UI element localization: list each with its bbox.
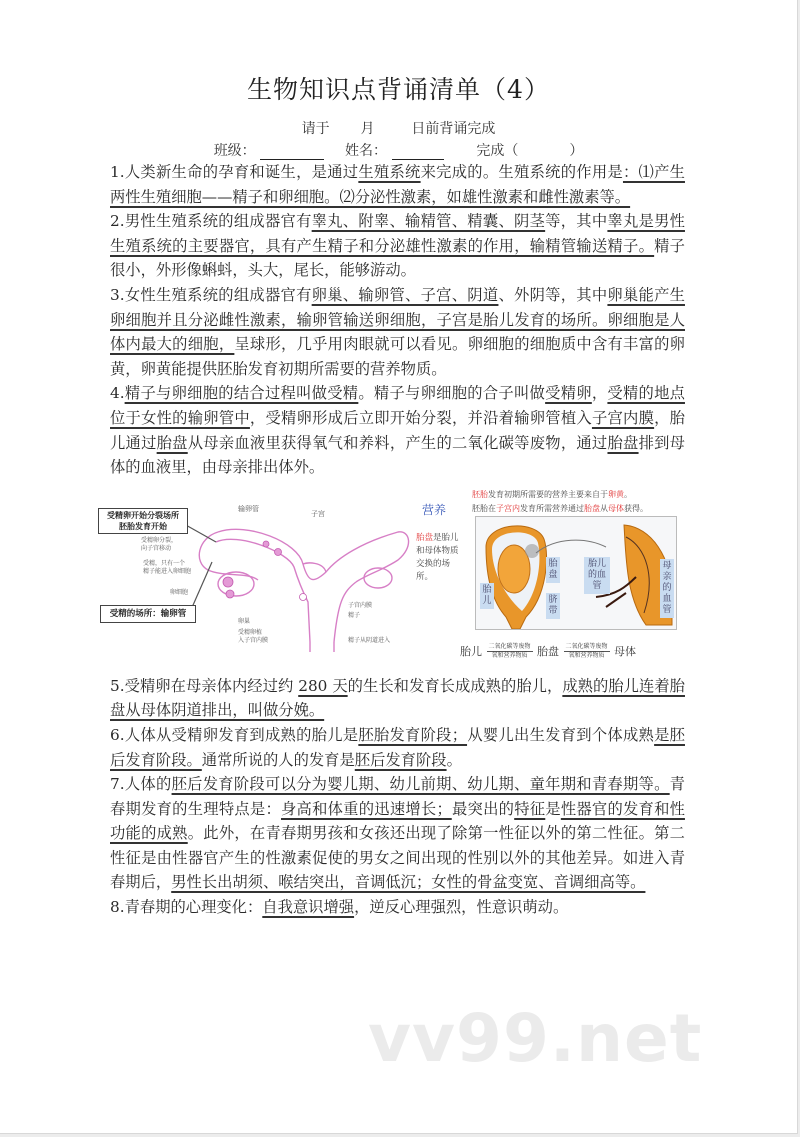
class-label: 班级： bbox=[213, 143, 256, 159]
label-sperm-enter: 精子从阴道进入 bbox=[348, 636, 391, 644]
highlight-term: 胎盘 bbox=[584, 503, 600, 513]
text-segment: 1.人类新生命的孕育和诞生，是通过 bbox=[110, 163, 359, 181]
text-segment: 来完成的。生殖系统的作用是 bbox=[420, 163, 623, 181]
formula-up: 二氧化碳等废物 bbox=[565, 643, 608, 651]
label-sperm: 精子 bbox=[348, 611, 361, 619]
label-line: 入子宫内膜 bbox=[238, 636, 269, 644]
text-segment: 发育所需营养通过 bbox=[520, 503, 584, 513]
callout-line: 受精卵开始分裂场所 bbox=[107, 510, 179, 520]
label-endometrium: 子宫内膜 bbox=[348, 601, 373, 609]
tag-cord: 脐带 bbox=[546, 593, 560, 619]
exchange-formula bbox=[460, 640, 636, 665]
text-segment: 最突出的 bbox=[451, 799, 515, 818]
text-segment: 发育初期所需要的营养主要来自于 bbox=[488, 489, 608, 499]
underlined-key-point: 胚胎发育阶段； bbox=[358, 725, 468, 744]
placenta-side-note bbox=[416, 532, 466, 584]
item-6 bbox=[110, 723, 685, 772]
text-segment: 5.受精卵在母亲体内经过约 bbox=[110, 676, 299, 695]
nutrition-line-1 bbox=[472, 490, 632, 500]
label-line: 受精，只有一个 bbox=[143, 559, 186, 567]
class-field[interactable] bbox=[260, 145, 324, 160]
label-follicle: 卵细胞 bbox=[170, 588, 189, 596]
label-uterus: 子宫 bbox=[311, 509, 325, 518]
formula-arrow-1 bbox=[487, 643, 533, 660]
placenta-diagram bbox=[416, 488, 705, 663]
zygote-divide-callout bbox=[98, 508, 188, 534]
name-field[interactable] bbox=[392, 145, 444, 160]
item-5 bbox=[110, 674, 685, 723]
text-segment: 4. bbox=[110, 384, 125, 403]
text-segment: 6.人体从受精卵发育到成熟的胎儿是 bbox=[110, 725, 359, 744]
underlined-key-point: 胚后发育阶段可以分为婴儿期、幼儿前期、幼儿期、童年期和青春期等。 bbox=[171, 775, 670, 794]
item-3 bbox=[110, 283, 685, 381]
item-1 bbox=[110, 160, 685, 209]
underlined-key-point: 胎盘 bbox=[607, 433, 639, 452]
tag-maternal-vessels: 母亲的血管 bbox=[660, 559, 674, 618]
underlined-key-point: 子宫内膜 bbox=[591, 408, 655, 427]
student-info bbox=[0, 140, 797, 160]
underlined-key-point: 胎盘 bbox=[156, 433, 188, 452]
done-label: 完成（ bbox=[476, 143, 519, 159]
text-segment: 和母体物质 bbox=[416, 545, 459, 556]
item-4 bbox=[110, 381, 685, 479]
text-segment: 等，其中 bbox=[545, 212, 608, 231]
underlined-key-point: 特征 bbox=[514, 799, 546, 818]
underlined-key-point: 性器官的发育和性功能的成熟 bbox=[110, 799, 685, 843]
underlined-key-point: 受精卵 bbox=[545, 384, 592, 403]
text-segment: ，逆反心理强烈，性意识萌动。 bbox=[354, 898, 569, 917]
text-segment: 。精子与卵细胞的合子叫做 bbox=[358, 384, 546, 403]
nutrition-heading: 营养 bbox=[422, 502, 447, 517]
text-segment: 3.女性生殖系统的组成器官有 bbox=[110, 285, 312, 304]
underlined-key-point: 成熟的胎儿连着胎盘从母体阴道排出，叫做分娩。 bbox=[110, 676, 685, 720]
underlined-key-point: ：⑴产生两性生殖细胞——精子和卵细胞。⑵分泌性激素，如雄性激素和雌性激素等。 bbox=[110, 163, 685, 206]
placenta-illustration-icon bbox=[476, 517, 676, 629]
underlined-key-point: 卵巢能产生卵细胞并且分泌雌性激素，输卵管输送卵细胞，子宫是胎儿发育的场所。卵细胞是人体内最大的细胞， bbox=[110, 285, 685, 354]
text-segment: 。 bbox=[624, 489, 632, 499]
tag-fetus: 胎儿 bbox=[480, 583, 494, 609]
underlined-key-point: 是胚后发育阶段。 bbox=[110, 725, 685, 769]
text-segment: 。此外，在青春期男孩和女孩还出现了除第一性征以外的第二性征。第二性征是由性器官产生的性激素促使的男女之间出现的性别以外的其他差异。如进入青春期后， bbox=[110, 824, 685, 892]
text-segment: 胚胎在 bbox=[472, 503, 496, 513]
text-segment: 呈球形，几乎用肉眼就可以看见。卵细胞的细胞质中含有丰富的卵黄，卵黄能提供胚胎发育初期所需要的营养物质。 bbox=[110, 335, 685, 378]
deadline-line bbox=[0, 118, 797, 138]
formula-down: 氧和营养物质 bbox=[568, 652, 605, 660]
label-line: 精子能进入卵细胞 bbox=[143, 567, 192, 575]
item-2 bbox=[110, 209, 685, 283]
nutrition-line-2 bbox=[472, 504, 648, 514]
label-oviduct: 输卵管 bbox=[238, 504, 259, 513]
formula-up: 二氧化碳等废物 bbox=[488, 643, 531, 651]
text-segment: 从婴儿出生发育到个体成熟 bbox=[467, 725, 655, 744]
label-line: 向子宫移动 bbox=[141, 544, 172, 552]
deadline-prefix: 请于 bbox=[301, 121, 330, 137]
text-segment: 是胎儿 bbox=[433, 532, 459, 543]
highlight-term: 子宫内 bbox=[496, 503, 520, 513]
formula-down: 氧和营养物质 bbox=[491, 652, 528, 660]
underlined-key-point: 睾丸是男性生殖系统的主要器官，具有产生精子和分泌雄性激素的作用，输精管输送精子。 bbox=[110, 212, 685, 255]
underlined-key-point: 生殖系统 bbox=[358, 163, 421, 181]
text-segment: 从 bbox=[600, 503, 608, 513]
label-ovary: 卵巢 bbox=[238, 617, 251, 625]
done-close: ） bbox=[569, 143, 584, 159]
page-title: 生物知识点背诵清单（4） bbox=[247, 75, 550, 104]
item-8 bbox=[110, 895, 685, 920]
text-segment: 排到母体的血液里，由母亲排出体外。 bbox=[110, 433, 685, 477]
formula-mother: 母体 bbox=[614, 644, 637, 658]
formula-fetus: 胎儿 bbox=[460, 644, 482, 658]
highlight-term: 胚胎 bbox=[472, 489, 488, 499]
text-segment: 8.青春期的心理变化： bbox=[110, 898, 263, 917]
label-line: 受精卵植 bbox=[238, 628, 263, 636]
highlight-term: 胎盘 bbox=[416, 532, 434, 543]
text-segment: 是 bbox=[545, 799, 561, 818]
figures-row bbox=[98, 488, 698, 668]
underlined-key-point: 胚后发育阶段 bbox=[354, 750, 447, 769]
highlight-term: 母体 bbox=[608, 503, 624, 513]
highlight-term: 卵黄 bbox=[608, 489, 624, 499]
text-segment: 7.人体的 bbox=[110, 775, 172, 794]
deadline-suffix: 日前背诵完成 bbox=[411, 121, 496, 137]
callout-line: 胚胎发育开始 bbox=[119, 521, 167, 531]
underlined-key-point: 自我意识增强 bbox=[262, 898, 355, 917]
text-segment: 的生长和发育长成成熟的胎儿， bbox=[347, 676, 563, 695]
text-segment: ，胎儿通过 bbox=[110, 408, 685, 452]
label-line: 受精卵分裂， bbox=[141, 536, 178, 544]
text-segment: 青春期发育的生理特点是： bbox=[110, 775, 685, 818]
watermark: vv99.net bbox=[368, 1000, 703, 1077]
formula-placenta: 胎盘 bbox=[537, 644, 560, 658]
reproductive-diagram bbox=[98, 502, 416, 652]
tag-fetal-vessels: 胎儿的血管 bbox=[584, 557, 610, 594]
deadline-month: 月 bbox=[360, 121, 375, 137]
item-7 bbox=[110, 772, 685, 895]
label-fertilization bbox=[143, 560, 191, 576]
text-segment: 获得。 bbox=[624, 503, 648, 513]
tag-placenta: 胎盘 bbox=[546, 557, 560, 583]
underlined-key-point: 精子与卵细胞的结合过程叫做受精 bbox=[124, 384, 359, 403]
underlined-key-point: 卵巢、输卵管、子宫、阴道 bbox=[311, 285, 499, 304]
text-segment: 从母亲血液里获得氧气和养料，产生的二氧化碳等废物，通过 bbox=[187, 433, 608, 452]
text-segment: ，受精卵形成后立即开始分裂，并沿着输卵管植入 bbox=[249, 408, 592, 427]
underlined-key-point: 睾丸、附睾、输精管、精囊、阴茎 bbox=[311, 212, 546, 231]
fertilization-site-callout: 受精的场所：输卵管 bbox=[100, 605, 196, 623]
text-segment: 精子很小，外形像蝌蚪，头大，尾长，能够游动。 bbox=[110, 236, 685, 280]
label-implant bbox=[238, 629, 268, 645]
text-segment: ， bbox=[591, 384, 608, 403]
text-segment: 2.男性生殖系统的组成器官有 bbox=[110, 212, 312, 231]
underlined-key-point: 男性长出胡须、喉结突出，音调低沉；女性的骨盆变宽、音调细高等。 bbox=[171, 873, 646, 892]
formula-arrow-2 bbox=[564, 643, 610, 660]
text-segment: 。 bbox=[446, 750, 462, 769]
text-segment: 交换的场所。 bbox=[416, 558, 451, 582]
text-segment: 、外阴等，其中 bbox=[498, 285, 608, 304]
content-body bbox=[107, 160, 685, 920]
underlined-key-point: 身高和体重的迅速增长； bbox=[281, 799, 452, 818]
name-label: 姓名： bbox=[345, 143, 388, 159]
underlined-key-point: 280 天 bbox=[298, 676, 348, 695]
text-segment: 通常所说的人的发育是 bbox=[201, 750, 355, 769]
label-zygote-divide bbox=[141, 537, 177, 553]
underlined-key-point: 受精的地点位于女性的输卵管中 bbox=[110, 384, 685, 427]
placenta-image-frame bbox=[475, 516, 677, 630]
